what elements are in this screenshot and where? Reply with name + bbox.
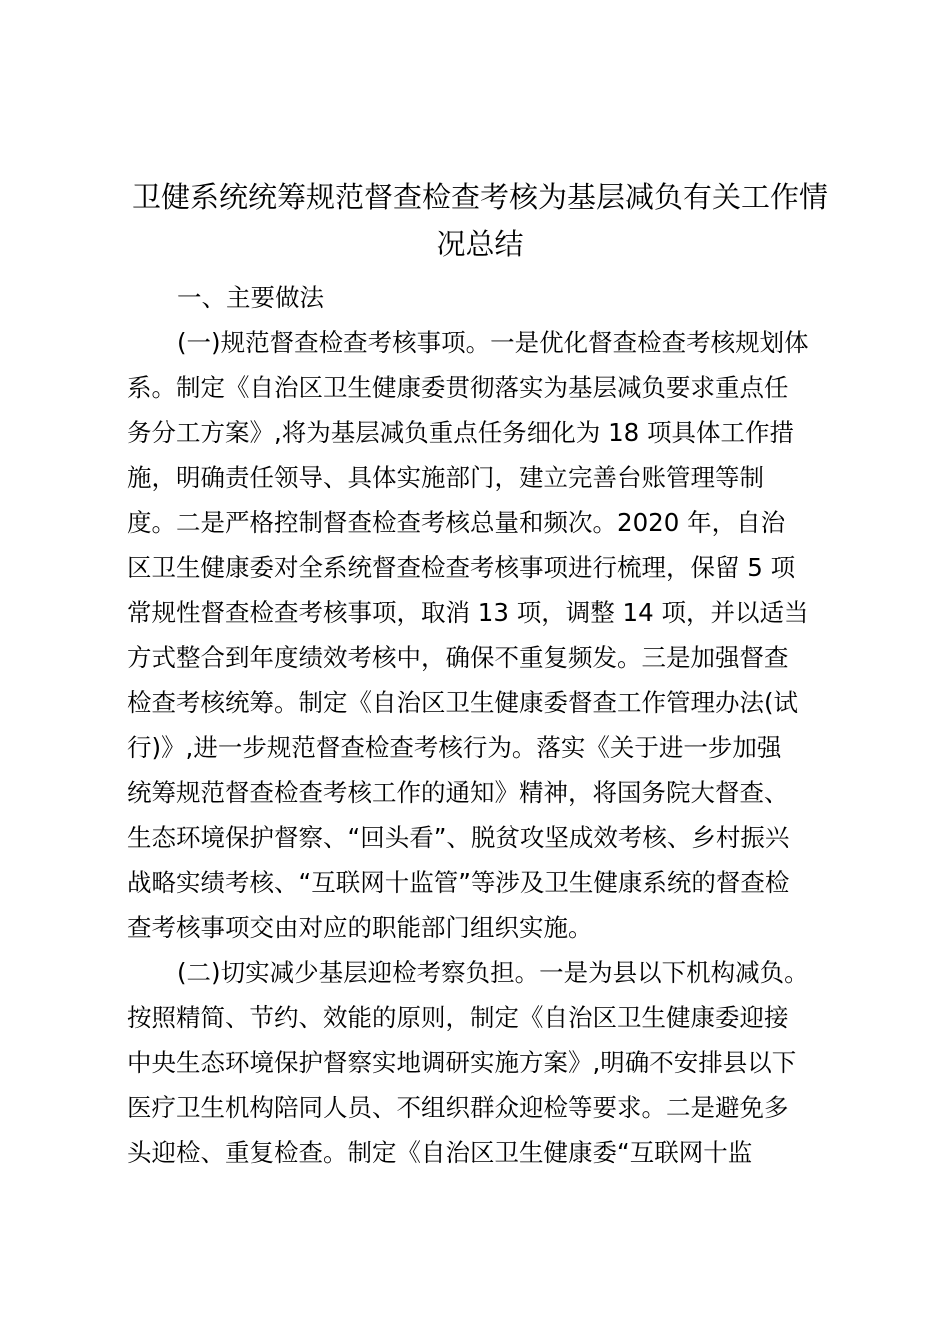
- text-line: 头迎检、重复检查。制定《自治区卫生健康委“互联网十监: [127, 1138, 753, 1167]
- text-line: 方式整合到年度绩效考核中，确保不重复频发。三是加强督查: [127, 643, 789, 672]
- text-line: 区卫生健康委对全系统督查检查考核事项进行梳理，保留 5 项: [127, 553, 796, 582]
- text-line: 战略实绩考核、“互联网十监管”等涉及卫生健康系统的督查检: [127, 868, 790, 897]
- text-line: 按照精简、节约、效能的原则，制定《自治区卫生健康委迎接: [127, 1003, 789, 1032]
- title-line-2: 况总结: [436, 227, 524, 261]
- text-line: 检查考核统筹。制定《自治区卫生健康委督查工作管理办法(试: [127, 688, 799, 717]
- text-line: 系。制定《自治区卫生健康委贯彻落实为基层减负要求重点任: [127, 373, 789, 402]
- document-title: [120, 174, 840, 268]
- text-line: (一)规范督查检查考核事项。一是优化督查检查考核规划体: [177, 328, 809, 357]
- text-line: 行)》,进一步规范督查检查考核行为。落实《关于进一步加强: [127, 733, 782, 762]
- text-line: 查考核事项交由对应的职能部门组织实施。: [127, 913, 593, 942]
- text-line: 医疗卫生机构陪同人员、不组织群众迎检等要求。二是避免多: [127, 1093, 789, 1122]
- text-line: 常规性督查检查考核事项，取消 13 项，调整 14 项，并以适当: [127, 598, 809, 627]
- text-line: 中央生态环境保护督察实地调研实施方案》,明确不安排县以下: [127, 1048, 797, 1077]
- title-line-1: 卫健系统统筹规范督查检查考核为基层减负有关工作情: [131, 180, 828, 214]
- text-line: (二)切实减少基层迎检考察负担。一是为县以下机构减负。: [177, 958, 809, 987]
- section-heading: 一、主要做法: [177, 283, 324, 312]
- text-line: 度。二是严格控制督查检查考核总量和频次。2020 年，自治: [127, 508, 786, 537]
- text-line: 统筹规范督查检查考核工作的通知》精神，将国务院大督查、: [127, 778, 789, 807]
- text-line: 施，明确责任领导、具体实施部门，建立完善台账管理等制: [127, 463, 764, 492]
- text-line: 务分工方案》,将为基层减负重点任务细化为 18 项具体工作措: [127, 418, 795, 447]
- text-line: 生态环境保护督察、“回头看”、脱贫攻坚成效考核、乡村振兴: [127, 823, 790, 852]
